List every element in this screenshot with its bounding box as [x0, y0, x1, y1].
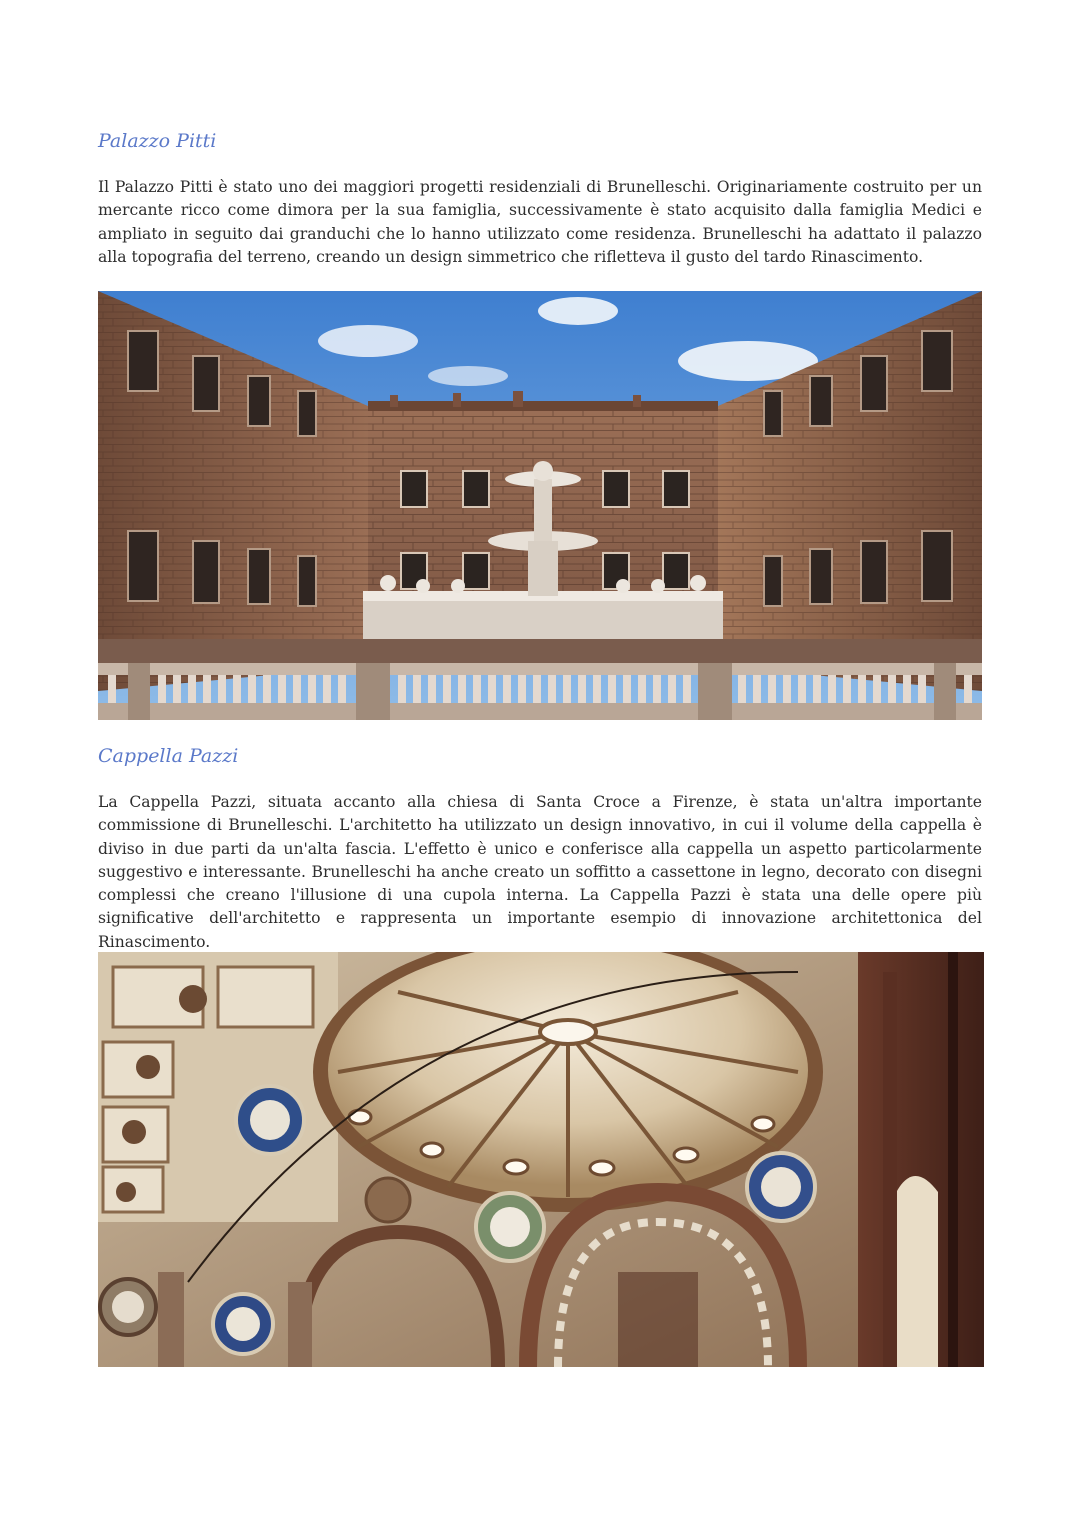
palazzo-pitti-photo — [98, 291, 982, 720]
section-title-palazzo-pitti: Palazzo Pitti — [98, 130, 217, 152]
paragraph-cappella-pazzi: La Cappella Pazzi, situata accanto alla chiesa di Santa Croce a Firenze, è stata un'altra importante commissione di Brunelleschi. L'architetto ha utilizzato un design innovativo, in cui il volume della cappella è diviso in due parti da un'alta fascia. L'effetto è unico e conferisce alla cappella un aspetto particolarmente suggestivo e interessante. Brunelleschi ha anche creato un soffitto a cassettone in legno, decorato con disegni complessi che creano l'illusione di una cupola interna. La Cappella Pazzi è stata una delle opere più significative dell'architetto e rappresenta un importante esempio di innovazione architettonica del Rinascimento. — [98, 793, 982, 951]
cappella-pazzi-photo — [98, 952, 984, 1367]
paragraph-palazzo-pitti: Il Palazzo Pitti è stato uno dei maggiori progetti residenziali di Brunelleschi. Originariamente costruito per un mercante ricco come dimora per la sua famiglia, successivamente è stato acquisito dalla famiglia Medici e ampliato in seguito dai granduchi che lo hanno utilizzato come residenza. Brunelleschi ha adattato il palazzo alla topografia del terreno, creando un design simmetrico che rifletteva il gusto del tardo Rinascimento. — [98, 178, 982, 266]
section-title-cappella-pazzi: Cappella Pazzi — [98, 745, 239, 767]
